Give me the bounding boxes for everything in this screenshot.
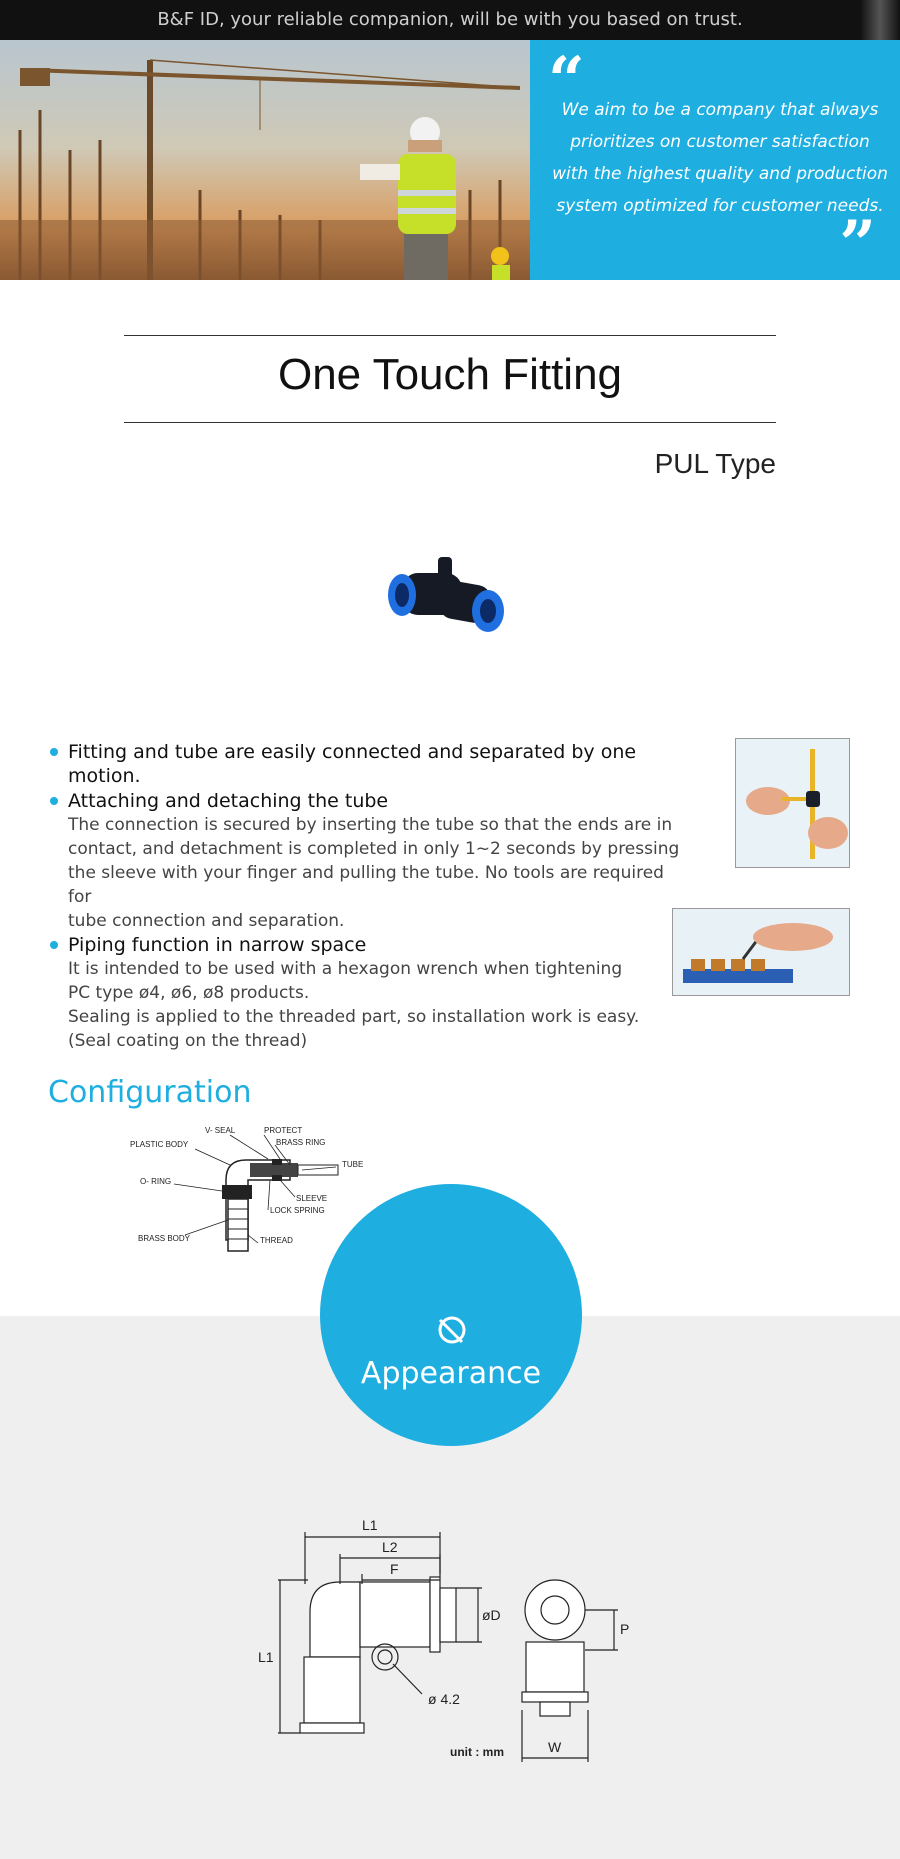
- hero-quote-line: system optimized for customer needs.: [556, 196, 884, 216]
- label-v-seal: V- SEAL: [205, 1126, 236, 1135]
- feature-body-line: It is intended to be used with a hexagon wrench when tightening: [68, 959, 623, 979]
- hero-quote-line: We aim to be a company that always: [561, 100, 879, 120]
- dim-l2: L2: [382, 1539, 398, 1555]
- hero-section: [0, 40, 900, 280]
- feature-item: [50, 789, 690, 933]
- top-banner-text: B&F ID, your reliable companion, will be with you based on trust.: [157, 9, 743, 30]
- tube-connection-photo: [735, 738, 850, 868]
- unit-label: unit : mm: [450, 1745, 504, 1759]
- bullet-icon: [50, 941, 58, 949]
- dim-hole: ø 4.2: [428, 1691, 460, 1707]
- label-protect: PROTECT: [264, 1126, 303, 1135]
- feature-body-line: Sealing is applied to the threaded part, so installation work is easy.: [68, 1007, 640, 1027]
- hero-quote-text: [550, 94, 890, 222]
- label-tube: TUBE: [342, 1160, 364, 1169]
- title-bottom-rule: [124, 422, 776, 423]
- label-sleeve: SLEEVE: [296, 1194, 328, 1203]
- dim-od: øD: [482, 1607, 501, 1623]
- quote-close-icon: ”: [839, 207, 876, 282]
- hex-wrench-photo: [672, 908, 850, 996]
- feature-body-line: contact, and detachment is completed in only 1~2 seconds by pressing: [68, 839, 680, 859]
- appearance-badge: [320, 1184, 582, 1446]
- feature-body-line: the sleeve with your finger and pulling the tube. No tools are required for: [68, 863, 664, 907]
- title-top-rule: [124, 335, 776, 336]
- bullet-icon: [50, 797, 58, 805]
- dim-l1-side: L1: [258, 1649, 274, 1665]
- label-lock-spring: LOCK SPRING: [270, 1206, 325, 1215]
- appearance-section: [0, 1316, 900, 1859]
- product-image: [380, 555, 520, 640]
- feature-body-line: The connection is secured by inserting the tube so that the ends are in: [68, 815, 673, 835]
- hero-quote-panel: [530, 40, 900, 280]
- label-o-ring: O- RING: [140, 1177, 172, 1186]
- dimension-drawing: [250, 1492, 670, 1822]
- hero-quote-line: prioritizes on customer satisfaction: [570, 132, 870, 152]
- dim-f: F: [390, 1561, 399, 1577]
- label-brass-ring: BRASS RING: [276, 1138, 326, 1147]
- product-title: One Touch Fitting: [277, 350, 623, 399]
- construction-photo-illustration: [0, 40, 530, 280]
- brand-logo-icon: [434, 1312, 470, 1348]
- construction-photo: [0, 40, 530, 280]
- quote-open-icon: “: [548, 43, 585, 118]
- appearance-title: Appearance: [360, 1356, 542, 1391]
- feature-title: Attaching and detaching the tube: [68, 790, 389, 812]
- top-banner-shine: [860, 0, 900, 40]
- bullet-icon: [50, 748, 58, 756]
- feature-item: [50, 740, 690, 788]
- dim-w: W: [548, 1739, 562, 1755]
- dim-p: P: [620, 1621, 630, 1637]
- top-banner: [0, 0, 900, 40]
- product-type: PUL Type: [654, 448, 776, 479]
- dim-l1-top: L1: [362, 1517, 378, 1533]
- label-brass-body: BRASS BODY: [138, 1234, 191, 1243]
- feature-body-line: PC type ø4, ø6, ø8 products.: [68, 983, 310, 1003]
- hero-quote-line: with the highest quality and production: [552, 164, 888, 184]
- label-thread: THREAD: [260, 1236, 293, 1245]
- feature-body-line: (Seal coating on the thread): [68, 1031, 308, 1051]
- feature-title: Piping function in narrow space: [68, 934, 367, 956]
- feature-body-line: tube connection and separation.: [68, 911, 345, 931]
- feature-item: [50, 933, 690, 1053]
- label-plastic-body: PLASTIC BODY: [130, 1140, 189, 1149]
- configuration-title: Configuration: [48, 1075, 252, 1110]
- feature-title: Fitting and tube are easily connected and separated by one motion.: [68, 741, 637, 787]
